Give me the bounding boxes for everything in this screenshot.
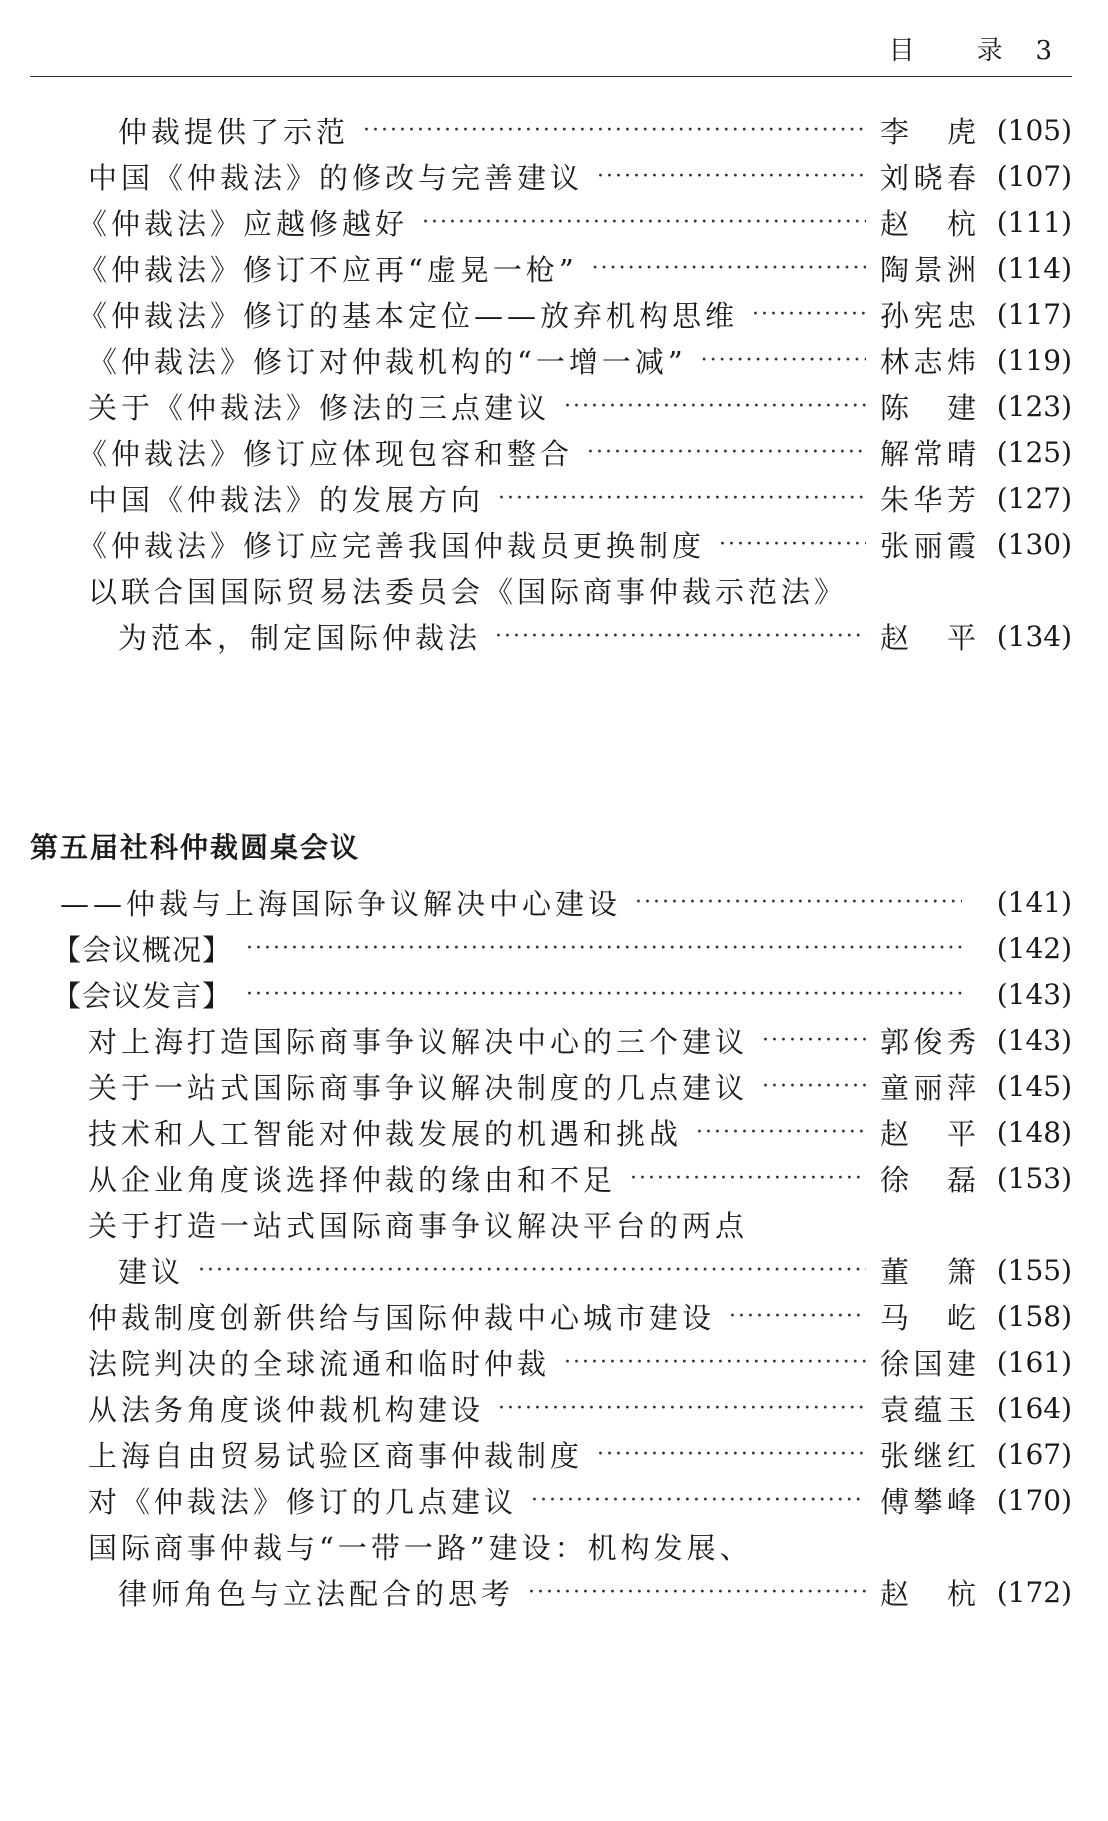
entry-author: 李 虎 [880,114,976,149]
entry-page: (105) [996,113,1072,147]
entry-page: (164) [996,1391,1072,1425]
section-title: 第五届社科仲裁圆桌会议 [30,831,361,864]
entry-author: 赵 杭 [880,1576,976,1611]
entry-title: 中国《仲裁法》的发展方向 [88,482,485,517]
entry-page: (145) [996,1069,1072,1103]
entry-author: 张继红 [880,1438,976,1473]
entry-title: 对《仲裁法》修订的几点建议 [88,1484,518,1519]
entry-page: (107) [996,159,1072,193]
entry-page: (148) [996,1115,1072,1149]
entry-author: 林志炜 [880,344,976,379]
entry-page: (117) [996,297,1072,331]
toc-entry[interactable] [88,1112,1072,1152]
entry-page: (134) [996,619,1072,653]
toc-entry[interactable] [78,202,1072,242]
entry-author: 刘晓春 [880,160,976,195]
entry-author: 陶景洲 [880,252,976,287]
entry-title: 《仲裁法》修订不应再“虚晃一枪” [78,252,578,287]
section-subtitle: ——仲裁与上海国际争议解决中心建设 [60,886,622,921]
overview-label: 【会议概况】 [52,932,233,967]
leader-dots [422,210,866,235]
leader-dots [752,302,866,327]
entry-page: (111) [996,205,1072,239]
leader-dots [762,1028,866,1053]
entry-page: (143) [996,977,1072,1011]
entry-author: 徐国建 [880,1346,976,1381]
entry-author: 赵 平 [880,1116,976,1151]
entry-title: 上海自由贸易试验区商事仲裁制度 [88,1438,584,1473]
entry-page: (142) [996,931,1072,965]
entry-title-line-1: 关于打造一站式国际商事争议解决平台的两点 [88,1208,749,1243]
entry-author: 张丽霞 [880,528,976,563]
entry-author: 孙宪忠 [880,298,976,333]
entry-author: 马 屹 [880,1300,976,1335]
toc-entry[interactable] [88,156,1072,196]
speeches-label: 【会议发言】 [52,978,233,1013]
leader-dots [762,1074,866,1099]
entry-title: 《仲裁法》应越修越好 [78,206,409,241]
toc-entry[interactable] [78,248,1072,288]
toc-entry[interactable] [118,616,1072,656]
toc-entry[interactable] [118,110,1072,150]
toc-entry[interactable] [88,1296,1072,1336]
entry-author: 陈 建 [880,390,976,425]
entry-title: 法院判决的全球流通和临时仲裁 [88,1346,551,1381]
entry-author: 朱华芳 [880,482,976,517]
leader-dots [597,1442,866,1467]
entry-author: 童丽萍 [880,1070,976,1105]
leader-dots [246,936,962,961]
leader-dots [635,890,962,915]
section-subtitle-entry[interactable] [60,882,1072,922]
toc-entry[interactable] [78,524,1072,564]
toc-entry-line-1[interactable] [88,570,847,610]
leader-dots [729,1304,866,1329]
toc-entry-line-1[interactable] [88,1204,748,1244]
section-overview-entry[interactable] [52,928,1072,968]
leader-dots [719,532,866,557]
entry-title: 从企业角度谈选择仲裁的缘由和不足 [88,1162,617,1197]
toc-entry[interactable] [88,1480,1072,1520]
entry-author: 解常晴 [880,436,976,471]
entry-page: (155) [996,1253,1072,1287]
header-chapter-char-2: 录 [976,36,1005,66]
entry-author: 袁蕴玉 [880,1392,976,1427]
toc-entry[interactable] [118,1572,1072,1612]
entry-page: (143) [996,1023,1072,1057]
entry-author: 徐 磊 [880,1162,976,1197]
header-chapter-char-1: 目 [888,36,917,66]
leader-dots [498,1396,866,1421]
toc-entry[interactable] [118,1250,1072,1290]
leader-dots [495,624,866,649]
entry-title-line-1: 以联合国国际贸易法委员会《国际商事仲裁示范法》 [88,574,848,609]
entry-page: (172) [996,1575,1072,1609]
entry-page: (167) [996,1437,1072,1471]
entry-page: (170) [996,1483,1072,1517]
toc-entry[interactable] [88,1020,1072,1060]
toc-entry[interactable] [78,294,1072,334]
toc-entry[interactable] [78,432,1072,472]
leader-dots [592,256,866,281]
leader-dots [564,394,866,419]
entry-author: 赵 平 [880,620,976,655]
entry-page: (158) [996,1299,1072,1333]
section-speeches-entry[interactable] [52,974,1072,1014]
entry-author: 傅攀峰 [880,1484,976,1519]
entry-page: (130) [996,527,1072,561]
toc-entry[interactable] [88,340,1072,380]
entry-title: 从法务角度谈仲裁机构建设 [88,1392,485,1427]
leader-dots [701,348,866,373]
entry-page: (125) [996,435,1072,469]
entry-title: 仲裁制度创新供给与国际仲裁中心城市建设 [88,1300,716,1335]
entry-title-line-2: 为范本，制定国际仲裁法 [118,620,482,655]
leader-dots [363,118,866,143]
entry-title: 《仲裁法》修订应体现包容和整合 [78,436,574,471]
entry-page: (114) [996,251,1072,285]
entry-title: 关于《仲裁法》修法的三点建议 [88,390,551,425]
entry-title: 仲裁提供了示范 [118,114,350,149]
entry-page: (123) [996,389,1072,423]
leader-dots [587,440,866,465]
toc-entry-line-1[interactable] [88,1526,753,1566]
leader-dots [528,1580,866,1605]
entry-page: (141) [996,885,1072,919]
leader-dots [564,1350,866,1375]
toc-entry[interactable] [88,1388,1072,1428]
toc-entry[interactable] [88,1434,1072,1474]
entry-title: 中国《仲裁法》的修改与完善建议 [88,160,584,195]
entry-page: (127) [996,481,1072,515]
entry-title: 关于一站式国际商事争议解决制度的几点建议 [88,1070,749,1105]
leader-dots [597,164,866,189]
toc-entry[interactable] [88,386,1072,426]
entry-title: 《仲裁法》修订对仲裁机构的“一增一减” [88,344,687,379]
entry-author: 郭俊秀 [880,1024,976,1059]
toc-entry[interactable] [88,1066,1072,1106]
entry-page: (161) [996,1345,1072,1379]
entry-title: 《仲裁法》修订的基本定位——放弃机构思维 [78,298,739,333]
leader-dots [198,1258,866,1283]
entry-author: 赵 杭 [880,206,976,241]
entry-title: 对上海打造国际商事争议解决中心的三个建议 [88,1024,749,1059]
toc-entry[interactable] [88,478,1072,518]
leader-dots [246,982,962,1007]
leader-dots [630,1166,866,1191]
toc-entry[interactable] [88,1342,1072,1382]
entry-author: 董 箫 [880,1254,976,1289]
entry-title-line-2: 律师角色与立法配合的思考 [118,1576,515,1611]
entry-title-line-2: 建议 [118,1254,185,1289]
leader-dots [696,1120,866,1145]
page-number: 3 [1035,36,1054,66]
entry-title-line-1: 国际商事仲裁与“一带一路”建设：机构发展、 [88,1530,753,1565]
entry-title: 《仲裁法》修订应完善我国仲裁员更换制度 [78,528,706,563]
entry-title: 技术和人工智能对仲裁发展的机遇和挑战 [88,1116,683,1151]
toc-entry[interactable] [88,1158,1072,1198]
entry-page: (119) [996,343,1072,377]
leader-dots [531,1488,866,1513]
leader-dots [498,486,866,511]
entry-page: (153) [996,1161,1072,1195]
